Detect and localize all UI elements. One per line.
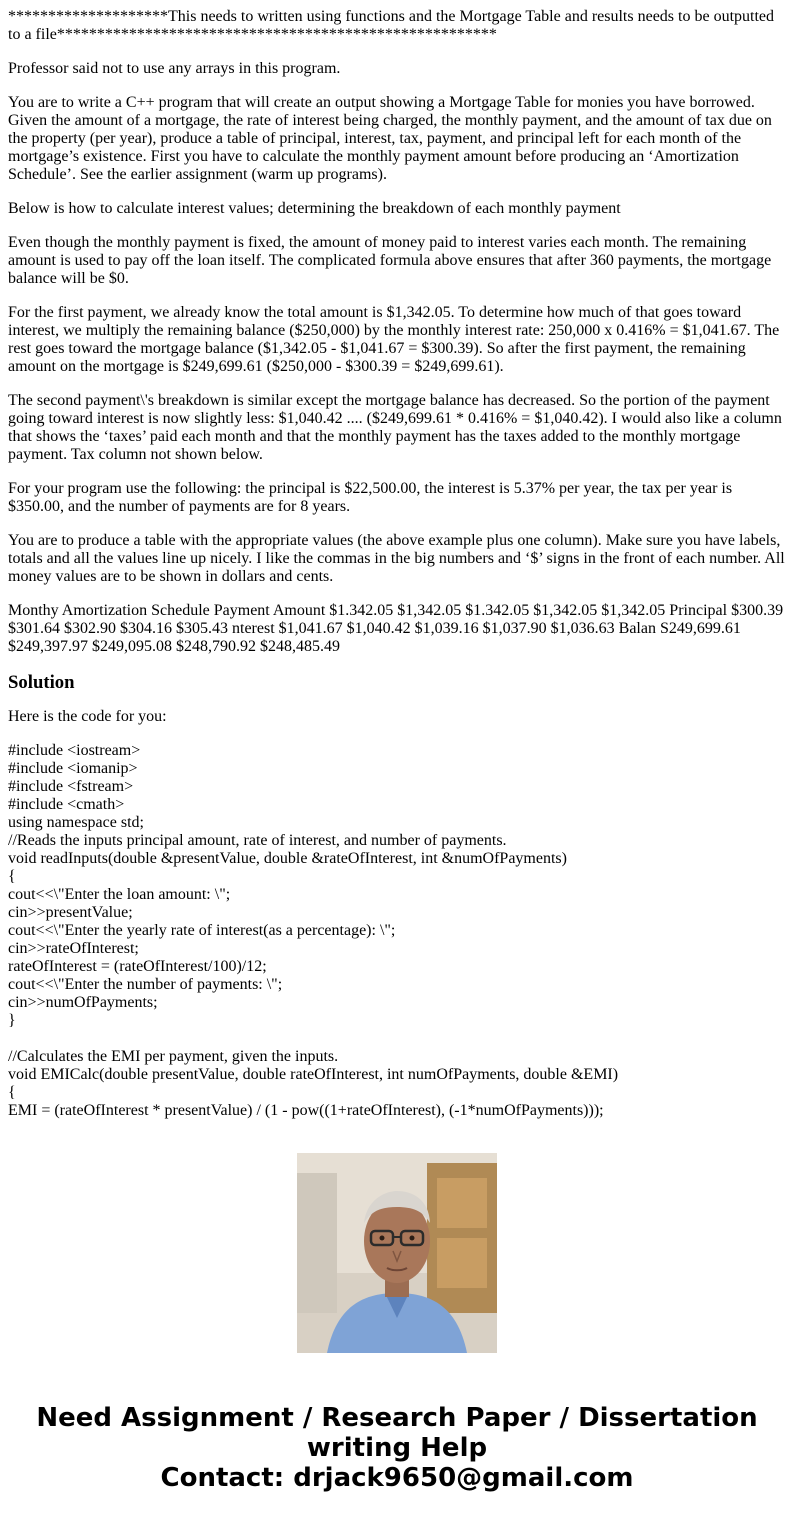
code-line: EMI = (rateOfInterest * presentValue) / (1 - pow((1+rateOfInterest), (-1*numOfPayments))); [8,1102,604,1119]
code-line: cin>>presentValue; [8,904,133,921]
code-line: rateOfInterest = (rateOfInterest/100)/12; [8,958,267,975]
code-line: #include <cmath> [8,796,125,813]
code-line: cin>>numOfPayments; [8,994,158,1011]
first-payment-example: For the first payment, we already know the total amount is $1,342.05. To determine how much of that goes toward interest, we multiply the remaining balance ($250,000) by the monthly interest rate: 250,000 x 0.416% = $1,041.67. The rest goes toward the mortgage balance ($1,342.05 - $1,041.67 = $300.39). So after the first payment, the remaining amount on the mortgage is $249,699.61 ($250,000 - $300.39 = $249,699.61). [8,304,780,375]
code-line: cout<<\"Enter the number of payments: \"; [8,976,283,993]
table-requirements: You are to produce a table with the appropriate values (the above example plus one column). Make sure you have labels, totals and all the values line up nicely. I like the commas in the big numbers and ‘$’ signs in the front of each number. All money values are to be shown in dollars and cents. [8,532,785,585]
code-line [8,1030,786,1048]
code-line: { [8,868,16,885]
author-photo [297,1153,497,1353]
code-line: //Reads the inputs principal amount, rate of interest, and number of payments. [8,832,507,849]
second-payment-example: The second payment\'s breakdown is similar except the mortgage balance has decreased. So the portion of the payment going toward interest is now slightly less: $1,040.42 .... ($249,699.61 * 0.416% = $1,040.42). I would also like a column that shows the ‘taxes’ paid each month and that the monthly payment has the taxes added to the monthly mortgage payment. Tax column not shown below. [8,392,782,463]
code-line: //Calculates the EMI per payment, given the inputs. [8,1048,339,1065]
question-intro: ********************This needs to written using functions and the Mortgage Table and results needs to be outputted to a file******************************************************* [8,8,775,43]
code-line: cin>>rateOfInterest; [8,940,139,957]
fixed-payment-explanation: Even though the monthly payment is fixed, the amount of money paid to interest varies each month. The remaining amount is used to pay off the loan itself. The complicated formula above ensures that after 360 payments, the mortgage balance will be $0. [8,234,772,287]
solution-code [8,742,786,1119]
assignment-description: You are to write a C++ program that will create an output showing a Mortgage Table for monies you have borrowed. Given the amount of a mortgage, the rate of interest being charged, the monthly payment, and the amount of tax due on the property (per year), produce a table of principal, interest, tax, payment, and principal left for each month of the mortgage’s existence. First you have to calculate the monthly payment amount before producing an ‘Amortization Schedule’. See the earlier assignment (warm up programs). [8,94,772,183]
footer-contact: Contact: drjack9650@gmail.com [160,1463,634,1493]
footer-line-2: writing Help [306,1433,488,1463]
code-line: cout<<\"Enter the yearly rate of interest(as a percentage): \"; [8,922,396,939]
code-line: } [8,1012,16,1029]
code-line: #include <fstream> [8,778,134,795]
author-avatar [297,1153,497,1353]
program-parameters: For your program use the following: the principal is $22,500.00, the interest is 5.37% per year, the tax per year is $350.00, and the number of payments are for 8 years. [8,480,733,515]
solution-heading: Solution [8,672,75,693]
interest-calc-heading: Below is how to calculate interest values; determining the breakdown of each monthly payment [8,200,621,217]
help-footer [0,1403,794,1493]
code-line: void readInputs(double &presentValue, double &rateOfInterest, int &numOfPayments) [8,850,567,867]
code-line: { [8,1084,16,1101]
footer-line-1: Need Assignment / Research Paper / Dissertation [36,1403,758,1433]
code-line: using namespace std; [8,814,144,831]
solution-intro: Here is the code for you: [8,708,167,725]
code-line: void EMICalc(double presentValue, double rateOfInterest, int numOfPayments, double &EMI) [8,1066,619,1083]
document-content [8,8,786,1119]
code-line: #include <iomanip> [8,760,138,777]
amortization-schedule-text: Monthy Amortization Schedule Payment Amount $1.342.05 $1,342.05 $1.342.05 $1,342.05 $1,342.05 Principal $300.39 $301.64 $302.90 $304.16 $305.43 nterest $1,041.67 $1,040.42 $1,039.16 $1,037.90 $1,036.63 Balan S249,699.61 $249,397.97 $249,095.08 $248,790.92 $248,485.49 [8,602,784,655]
arrays-note: Professor said not to use any arrays in this program. [8,60,341,77]
code-line: cout<<\"Enter the loan amount: \"; [8,886,231,903]
code-line: #include <iostream> [8,742,141,759]
